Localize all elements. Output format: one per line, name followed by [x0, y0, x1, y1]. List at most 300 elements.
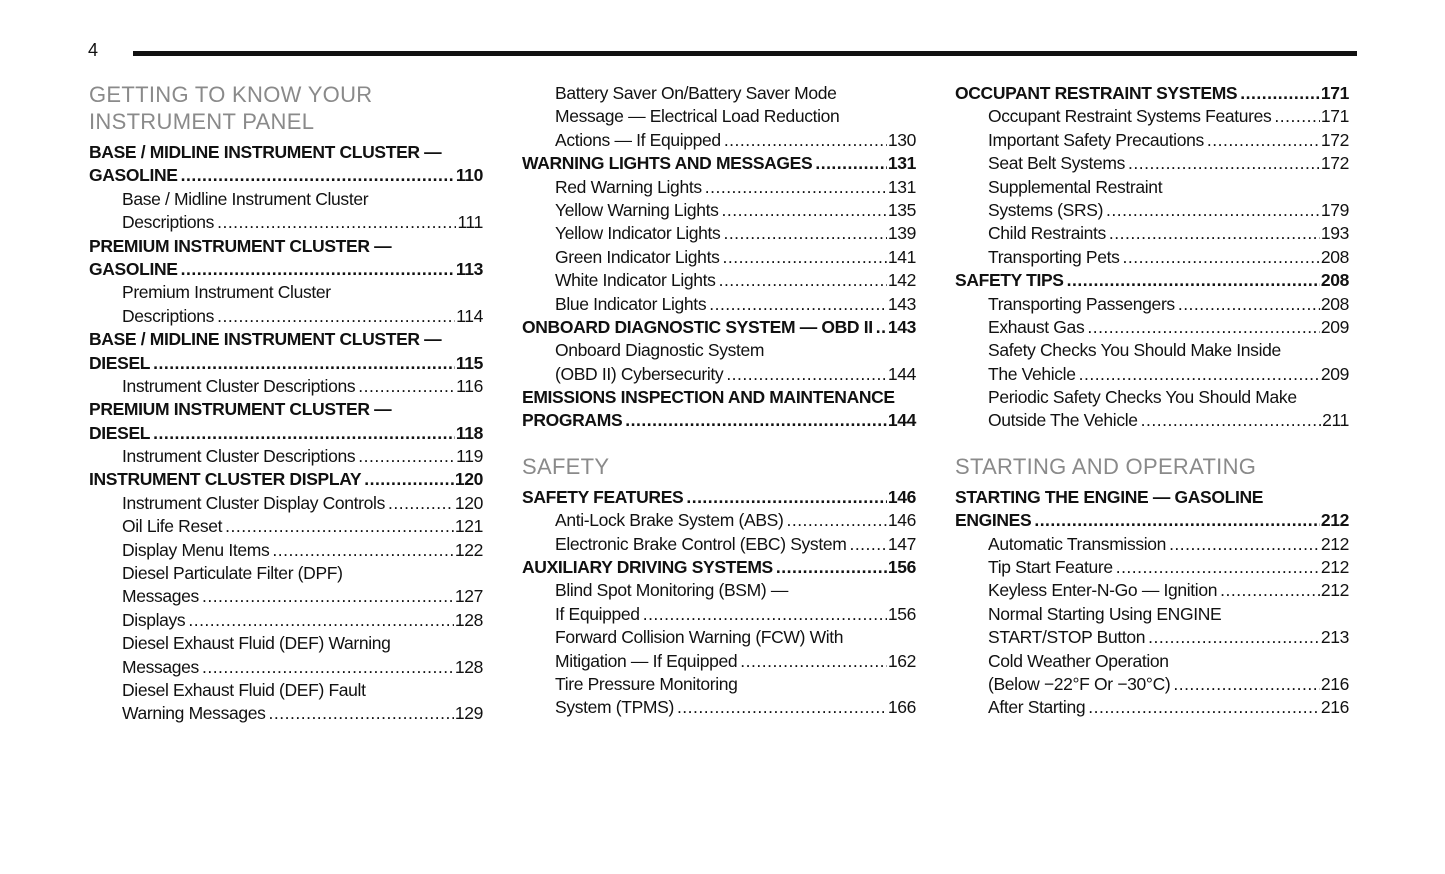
- dot-leader: [1104, 199, 1320, 222]
- toc-entry-line: [955, 246, 1349, 269]
- toc-entry-line: [522, 386, 916, 409]
- toc-page-number[interactable]: 156: [887, 603, 916, 624]
- toc-entry-text: (Below −22°F Or −30°C): [988, 673, 1171, 694]
- toc-entry-line: [89, 141, 483, 164]
- dot-leader: [362, 468, 454, 491]
- section-heading-line: STARTING AND OPERATING: [955, 453, 1257, 479]
- toc-entry-text: PREMIUM INSTRUMENT CLUSTER —: [89, 399, 392, 420]
- toc-entry[interactable]: [955, 82, 1349, 105]
- toc-entry[interactable]: [89, 468, 483, 491]
- toc-entry[interactable]: [955, 316, 1349, 339]
- toc-entry-text: Displays: [122, 609, 186, 630]
- toc-entry-text: GASOLINE: [89, 165, 178, 186]
- toc-entry-text: Occupant Restraint Systems Features: [988, 106, 1272, 127]
- toc-page-number[interactable]: 110: [455, 165, 483, 186]
- toc-entry[interactable]: [955, 579, 1349, 602]
- toc-page-number[interactable]: 146: [887, 486, 916, 507]
- toc-entry-text: Normal Starting Using ENGINE: [988, 603, 1222, 624]
- section-heading: [522, 453, 916, 480]
- toc-entry-line: [955, 222, 1349, 245]
- toc-entry-text: INSTRUMENT CLUSTER DISPLAY: [89, 469, 362, 490]
- toc-entry-line: [89, 164, 483, 187]
- toc-page-number[interactable]: 127: [454, 586, 483, 607]
- toc-page-number[interactable]: 213: [1320, 627, 1349, 648]
- toc-entry-text: STARTING THE ENGINE — GASOLINE: [955, 486, 1264, 507]
- toc-entry-line: [522, 673, 916, 696]
- toc-page-number[interactable]: 144: [887, 410, 916, 431]
- toc-page-number[interactable]: 146: [887, 510, 916, 531]
- toc-entry-text: PROGRAMS: [522, 410, 623, 431]
- dot-leader: [1176, 293, 1320, 316]
- toc-entry[interactable]: [89, 141, 483, 188]
- dot-leader: [1032, 509, 1320, 532]
- toc-page-number[interactable]: 121: [454, 516, 483, 537]
- toc-page-number[interactable]: 128: [454, 656, 483, 677]
- toc-entry-line: [89, 211, 483, 234]
- toc-column-1: [89, 81, 483, 726]
- toc-page-number[interactable]: 111: [457, 212, 483, 233]
- toc-entry-text: (OBD II) Cybersecurity: [555, 363, 724, 384]
- toc-entry-line: [89, 679, 483, 702]
- toc-entry[interactable]: [955, 152, 1349, 175]
- toc-entry-line: [522, 246, 916, 269]
- toc-entry[interactable]: [522, 152, 916, 175]
- toc-list: [89, 141, 483, 726]
- dot-leader: [707, 293, 887, 316]
- toc-entry-line: [955, 152, 1349, 175]
- toc-entry[interactable]: [522, 293, 916, 316]
- toc-entry-line: [89, 632, 483, 655]
- toc-page-number[interactable]: 144: [887, 363, 916, 384]
- toc-entry[interactable]: [522, 556, 916, 579]
- toc-entry-line: [522, 82, 916, 105]
- toc-entry[interactable]: [522, 486, 916, 509]
- toc-page-number[interactable]: 208: [1320, 270, 1349, 291]
- dot-leader: [356, 445, 455, 468]
- dot-leader: [1238, 82, 1320, 105]
- toc-page-number[interactable]: 212: [1320, 557, 1349, 578]
- toc-entry-line: [89, 398, 483, 421]
- toc-entry-line: [955, 176, 1349, 199]
- toc-entry-text: Message — Electrical Load Reduction: [555, 106, 840, 127]
- toc-page-number[interactable]: 130: [887, 129, 916, 150]
- toc-entry[interactable]: [522, 339, 916, 386]
- dot-leader: [151, 422, 455, 445]
- toc-page-number[interactable]: 118: [455, 422, 483, 443]
- toc-entry[interactable]: [955, 339, 1349, 386]
- toc-entry-text: System (TPMS): [555, 697, 674, 718]
- toc-page-number[interactable]: 156: [887, 557, 916, 578]
- toc-entry-line: [955, 316, 1349, 339]
- dot-leader: [1272, 105, 1319, 128]
- toc-entry[interactable]: [522, 673, 916, 720]
- dot-leader: [215, 305, 455, 328]
- section-heading-line: INSTRUMENT PANEL: [89, 109, 315, 134]
- toc-entry-line: [89, 305, 483, 328]
- toc-entry-text: Diesel Exhaust Fluid (DEF) Fault: [122, 679, 366, 700]
- toc-entry-line: [522, 603, 916, 626]
- toc-entry-text: Anti-Lock Brake System (ABS): [555, 510, 784, 531]
- toc-entry[interactable]: [955, 603, 1349, 650]
- toc-entry[interactable]: [522, 222, 916, 245]
- dot-leader: [1126, 152, 1320, 175]
- dot-leader: [738, 650, 887, 673]
- toc-page-number[interactable]: 166: [887, 697, 916, 718]
- toc-page-number[interactable]: 141: [887, 246, 916, 267]
- dot-leader: [675, 696, 887, 719]
- toc-entry-text: Display Menu Items: [122, 539, 270, 560]
- toc-entry-line: [89, 609, 483, 632]
- toc-entry-text: Diesel Exhaust Fluid (DEF) Warning: [122, 633, 391, 654]
- toc-entry-line: [522, 579, 916, 602]
- toc-entry-text: PREMIUM INSTRUMENT CLUSTER —: [89, 235, 392, 256]
- toc-entry-line: [522, 316, 916, 339]
- toc-page-number[interactable]: 212: [1320, 533, 1349, 554]
- toc-entry-text: Instrument Cluster Descriptions: [122, 446, 356, 467]
- toc-entry-line: [522, 152, 916, 175]
- dot-leader: [179, 164, 455, 187]
- dot-leader: [223, 515, 454, 538]
- dot-leader: [179, 258, 455, 281]
- dot-leader: [1121, 246, 1320, 269]
- toc-page-number[interactable]: 172: [1320, 153, 1349, 174]
- toc-entry[interactable]: [955, 176, 1349, 223]
- dot-leader: [200, 585, 454, 608]
- dot-leader: [623, 409, 887, 432]
- toc-entry[interactable]: [89, 281, 483, 328]
- toc-entry-line: [955, 650, 1349, 673]
- toc-entry[interactable]: [89, 515, 483, 538]
- toc-page-number[interactable]: 216: [1320, 673, 1349, 694]
- toc-entry-line: [522, 199, 916, 222]
- dot-leader: [1114, 556, 1320, 579]
- toc-entry-text: Transporting Pets: [988, 246, 1120, 267]
- toc-entry-text: AUXILIARY DRIVING SYSTEMS: [522, 557, 773, 578]
- toc-entry[interactable]: [955, 129, 1349, 152]
- toc-entry-line: [89, 468, 483, 491]
- section-heading-line: GETTING TO KNOW YOUR: [89, 82, 373, 107]
- dot-leader: [717, 269, 887, 292]
- section-heading-line: SAFETY: [522, 453, 610, 479]
- dot-leader: [813, 152, 887, 175]
- toc-entry-text: Transporting Passengers: [988, 293, 1175, 314]
- toc-entry-text: EMISSIONS INSPECTION AND MAINTENANCE: [522, 387, 895, 408]
- toc-entry[interactable]: [955, 105, 1349, 128]
- toc-entry[interactable]: [89, 375, 483, 398]
- toc-entry-line: [89, 352, 483, 375]
- toc-entry-text: Automatic Transmission: [988, 533, 1167, 554]
- toc-page-number[interactable]: 162: [887, 650, 916, 671]
- toc-page-number[interactable]: 139: [887, 223, 916, 244]
- toc-entry-text: Seat Belt Systems: [988, 153, 1126, 174]
- toc-entry-text: Yellow Indicator Lights: [555, 223, 721, 244]
- toc-entry[interactable]: [955, 486, 1349, 533]
- toc-page-number[interactable]: 113: [455, 258, 483, 279]
- toc-entry-line: [955, 293, 1349, 316]
- toc-entry-text: The Vehicle: [988, 363, 1076, 384]
- toc-entry-text: Outside The Vehicle: [988, 410, 1138, 431]
- toc-entry-text: Oil Life Reset: [122, 516, 223, 537]
- toc-entry-text: Keyless Enter-N-Go — Ignition: [988, 580, 1218, 601]
- toc-entry-text: ONBOARD DIAGNOSTIC SYSTEM — OBD II: [522, 316, 873, 337]
- dot-leader: [703, 176, 887, 199]
- toc-entry-line: [955, 533, 1349, 556]
- toc-entry-line: [955, 269, 1349, 292]
- toc-entry-line: [522, 696, 916, 719]
- toc-entry-text: Base / Midline Instrument Cluster: [122, 188, 369, 209]
- toc-entry[interactable]: [955, 556, 1349, 579]
- dot-leader: [1167, 533, 1320, 556]
- toc-entry-text: Supplemental Restraint: [988, 176, 1163, 197]
- toc-page-number[interactable]: 208: [1320, 246, 1349, 267]
- toc-entry-text: Exhaust Gas: [988, 316, 1085, 337]
- dot-leader: [1218, 579, 1320, 602]
- toc-entry[interactable]: [89, 235, 483, 282]
- dot-leader: [186, 609, 454, 632]
- toc-entry-line: [522, 626, 916, 649]
- toc-entry[interactable]: [89, 679, 483, 726]
- dot-leader: [267, 702, 454, 725]
- toc-entry-line: [522, 222, 916, 245]
- toc-page-number[interactable]: 120: [454, 492, 483, 513]
- toc-entry-line: [955, 603, 1349, 626]
- toc-entry-line: [522, 105, 916, 128]
- toc-entry-line: [955, 673, 1349, 696]
- toc-list: [955, 82, 1349, 433]
- toc-page-number[interactable]: 122: [454, 539, 483, 560]
- dot-leader: [1139, 409, 1321, 432]
- toc-entry-text: Descriptions: [122, 305, 215, 326]
- dot-leader: [1085, 316, 1320, 339]
- toc-entry-line: [522, 269, 916, 292]
- toc-list: [522, 82, 916, 433]
- toc-entry[interactable]: [89, 188, 483, 235]
- toc-entry-text: Battery Saver On/Battery Saver Mode: [555, 83, 837, 103]
- toc-entry-text: WARNING LIGHTS AND MESSAGES: [522, 153, 813, 174]
- toc-entry-line: [522, 293, 916, 316]
- toc-entry[interactable]: [522, 269, 916, 292]
- toc-entry-text: Instrument Cluster Display Controls: [122, 492, 385, 513]
- dot-leader: [774, 556, 887, 579]
- toc-page-number[interactable]: 116: [456, 375, 483, 396]
- dot-leader: [722, 129, 887, 152]
- toc-entry-line: [89, 445, 483, 468]
- toc-entry-text: Instrument Cluster Descriptions: [122, 375, 356, 396]
- toc-entry-line: [955, 339, 1349, 362]
- toc-entry-text: Important Safety Precautions: [988, 129, 1204, 150]
- dot-leader: [200, 656, 454, 679]
- toc-page-number[interactable]: 212: [1320, 510, 1349, 531]
- toc-entry[interactable]: [522, 199, 916, 222]
- toc-entry-line: [522, 533, 916, 556]
- toc-page-number[interactable]: 209: [1320, 316, 1349, 337]
- toc-entry[interactable]: [522, 533, 916, 556]
- toc-entry[interactable]: [955, 696, 1349, 719]
- toc-entry-text: Red Warning Lights: [555, 176, 702, 197]
- toc-page-number[interactable]: 115: [455, 352, 483, 373]
- dot-leader: [1086, 696, 1320, 719]
- toc-entry-line: [89, 258, 483, 281]
- dot-leader: [270, 539, 453, 562]
- toc-entry[interactable]: [89, 562, 483, 609]
- toc-entry-line: [955, 626, 1349, 649]
- toc-page-number[interactable]: 216: [1320, 697, 1349, 718]
- dot-leader: [1107, 222, 1320, 245]
- page-number: 4: [88, 40, 99, 60]
- toc-entry[interactable]: [522, 579, 916, 626]
- toc-entry-text: If Equipped: [555, 603, 640, 624]
- dot-leader: [151, 352, 455, 375]
- dot-leader: [215, 211, 456, 234]
- toc-entry-line: [522, 363, 916, 386]
- toc-entry-line: [89, 235, 483, 258]
- dot-leader: [720, 199, 887, 222]
- toc-page-number[interactable]: 147: [887, 533, 916, 554]
- toc-entry[interactable]: [522, 626, 916, 673]
- toc-page-number[interactable]: 209: [1320, 363, 1349, 384]
- dot-leader: [724, 363, 887, 386]
- toc-list: [955, 486, 1349, 720]
- toc-entry-text: Warning Messages: [122, 703, 266, 724]
- toc-page-number[interactable]: 193: [1320, 223, 1349, 244]
- toc-entry[interactable]: [955, 533, 1349, 556]
- dot-leader: [1171, 673, 1320, 696]
- toc-entry-line: [89, 422, 483, 445]
- toc-entry-line: [89, 539, 483, 562]
- toc-entry-text: DIESEL: [89, 352, 151, 373]
- toc-entry-line: [89, 515, 483, 538]
- toc-entry-text: OCCUPANT RESTRAINT SYSTEMS: [955, 83, 1238, 103]
- toc-entry-line: [955, 129, 1349, 152]
- toc-entry-text: Child Restraints: [988, 223, 1106, 244]
- dot-leader: [356, 375, 455, 398]
- toc-entry[interactable]: [522, 509, 916, 532]
- toc-entry-text: Tip Start Feature: [988, 557, 1113, 578]
- toc-page-number[interactable]: 120: [454, 469, 483, 490]
- toc-page-number[interactable]: 172: [1320, 129, 1349, 150]
- toc-entry[interactable]: [89, 398, 483, 445]
- toc-page-number[interactable]: 129: [454, 703, 483, 724]
- toc-page-number[interactable]: 143: [887, 293, 916, 314]
- toc-entry-text: Safety Checks You Should Make Inside: [988, 340, 1281, 361]
- toc-entry-line: [89, 281, 483, 304]
- toc-page-number[interactable]: 179: [1320, 199, 1349, 220]
- dot-leader: [721, 222, 886, 245]
- toc-entry-line: [522, 486, 916, 509]
- toc-entry-line: [522, 339, 916, 362]
- toc-entry-line: [522, 509, 916, 532]
- toc-entry[interactable]: [522, 316, 916, 339]
- toc-entry-text: SAFETY FEATURES: [522, 486, 684, 507]
- toc-entry[interactable]: [89, 328, 483, 375]
- dot-leader: [847, 533, 886, 556]
- toc-entry-text: Messages: [122, 656, 199, 677]
- toc-entry[interactable]: [955, 293, 1349, 316]
- toc-entry[interactable]: [522, 386, 916, 433]
- toc-entry-line: [89, 188, 483, 211]
- toc-page-number[interactable]: 208: [1320, 293, 1349, 314]
- toc-entry[interactable]: [955, 650, 1349, 697]
- toc-entry-text: BASE / MIDLINE INSTRUMENT CLUSTER —: [89, 329, 442, 350]
- toc-entry-text: Blue Indicator Lights: [555, 293, 707, 314]
- toc-entry-line: [89, 585, 483, 608]
- dot-leader: [1077, 363, 1320, 386]
- toc-entry-text: Actions — If Equipped: [555, 129, 721, 150]
- toc-entry[interactable]: [955, 222, 1349, 245]
- dot-leader: [641, 603, 887, 626]
- toc-entry-line: [522, 650, 916, 673]
- toc-page-number[interactable]: 114: [456, 305, 483, 326]
- toc-entry-text: Blind Spot Monitoring (BSM) —: [555, 580, 788, 601]
- toc-page-number[interactable]: 128: [454, 609, 483, 630]
- toc-page-number[interactable]: 171: [1320, 83, 1349, 103]
- dot-leader: [784, 509, 886, 532]
- toc-page-number[interactable]: 142: [887, 270, 916, 291]
- toc-entry[interactable]: [955, 269, 1349, 292]
- toc-entry-text: DIESEL: [89, 422, 151, 443]
- toc-entry[interactable]: [955, 246, 1349, 269]
- toc-entry-text: Yellow Warning Lights: [555, 199, 719, 220]
- toc-entry[interactable]: [89, 539, 483, 562]
- toc-page-number[interactable]: 131: [887, 176, 916, 197]
- toc-entry-text: Green Indicator Lights: [555, 246, 720, 267]
- toc-page-number[interactable]: 211: [1322, 410, 1349, 431]
- toc-page-number[interactable]: 119: [456, 446, 483, 467]
- dot-leader: [684, 486, 887, 509]
- toc-entry[interactable]: [955, 386, 1349, 433]
- toc-entry-line: [955, 363, 1349, 386]
- toc-entry-text: After Starting: [988, 697, 1086, 718]
- toc-entry-line: [89, 702, 483, 725]
- toc-page-number[interactable]: 171: [1320, 106, 1349, 127]
- toc-entry-line: [955, 82, 1349, 105]
- toc-entry-line: [955, 486, 1349, 509]
- toc-entry-text: Periodic Safety Checks You Should Make: [988, 387, 1297, 408]
- toc-entry-line: [955, 409, 1349, 432]
- toc-entry-text: SAFETY TIPS: [955, 270, 1064, 291]
- toc-entry-text: White Indicator Lights: [555, 270, 716, 291]
- toc-entry-text: Electronic Brake Control (EBC) System: [555, 533, 847, 554]
- toc-entry-line: [522, 409, 916, 432]
- toc-entry[interactable]: [89, 632, 483, 679]
- toc-entry[interactable]: [89, 609, 483, 632]
- toc-entry-text: Messages: [122, 586, 199, 607]
- toc-entry-line: [89, 492, 483, 515]
- toc-entry[interactable]: [89, 492, 483, 515]
- toc-entry-text: Mitigation — If Equipped: [555, 650, 738, 671]
- toc-entry-line: [522, 176, 916, 199]
- toc-page-number[interactable]: 131: [887, 153, 916, 174]
- toc-entry[interactable]: [89, 445, 483, 468]
- toc-entry[interactable]: [522, 176, 916, 199]
- toc-entry-line: [89, 375, 483, 398]
- toc-entry-text: Cold Weather Operation: [988, 650, 1169, 671]
- toc-page-number[interactable]: 212: [1320, 580, 1349, 601]
- toc-page-number[interactable]: 143: [887, 316, 916, 337]
- toc-entry-text: Tire Pressure Monitoring: [555, 673, 738, 694]
- toc-list: [522, 486, 916, 720]
- toc-entry-text: Onboard Diagnostic System: [555, 340, 765, 361]
- toc-entry[interactable]: [522, 246, 916, 269]
- toc-entry-line: [955, 105, 1349, 128]
- toc-page-number[interactable]: 135: [887, 199, 916, 220]
- toc-entry-line: [89, 328, 483, 351]
- toc-entry[interactable]: [522, 82, 916, 152]
- toc-entry-line: [955, 199, 1349, 222]
- toc-entry-line: [955, 579, 1349, 602]
- toc-entry-text: Premium Instrument Cluster: [122, 282, 331, 303]
- toc-column-2: [522, 82, 916, 720]
